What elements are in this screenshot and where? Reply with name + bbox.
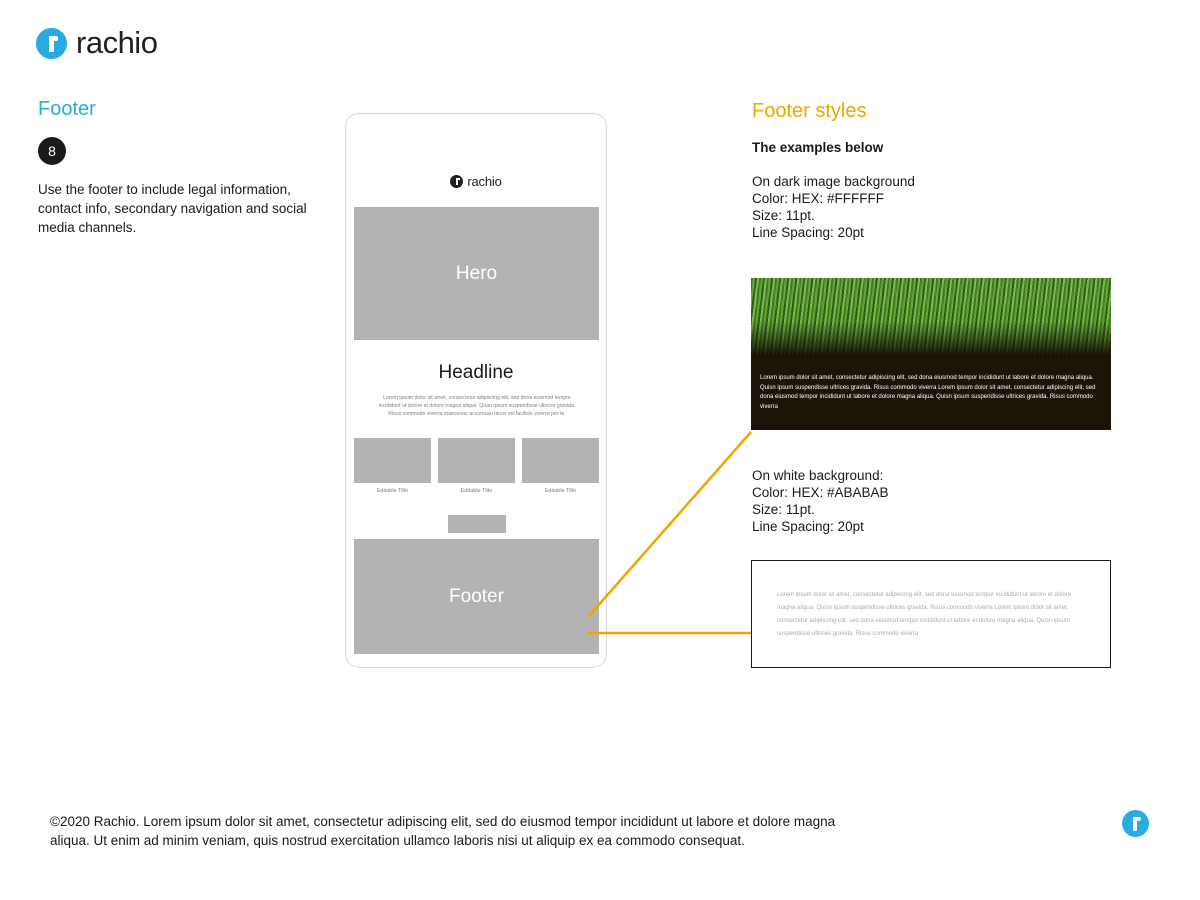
footer-placeholder [354, 539, 599, 654]
hero-label: Hero [455, 262, 498, 284]
white-spec-color: Color: HEX: #ABABAB [752, 485, 889, 500]
dark-spec-block [752, 173, 1172, 241]
dark-spec-size: Size: 11pt. [752, 208, 815, 223]
phone-wireframe [345, 113, 607, 668]
dark-example-text: Lorem ipsum dolor sit amet, consectetur adipiscing elit, sed dona eiusmod tempor incididunt ut labore et dolore magna aliqua. Quisn ipsum suspendisse ultrices gravida. Risus commodo viverra Lorem ipsum dolor sit amet, consectetur adipiscing elit, sed dona eiusmod tempor incididunt ut labore et dolore magna aliqua. Quisn ipsum suspendisse ultrices gravida. Risus commodo viverra [760, 375, 1096, 410]
white-spec-line-spacing: Line Spacing: 20pt [752, 519, 864, 534]
page-footer-text: ©2020 Rachio. Lorem ipsum dolor sit amet, consectetur adipiscing elit, sed do eiusmod tempor incididunt ut labore et dolore magna aliqua. Ut enim ad minim veniam, quis nostrud exercitation ullamco laboris nisi ut aliquip ex ea commodo consequat. [50, 814, 836, 848]
body-copy: Lorem ipsum dolor sit amet, consectetur adipiscing elit, sed dona eiusmod tempor incididunt ut dolore et dolore magna aliqua. Quan ipsum suspendisse ultrices gravida. Risus commodo viverra maecenas accumsan lacus vel facilisis viverra per te. [378, 395, 576, 417]
white-spec-size: Size: 11pt. [752, 502, 815, 517]
card-placeholder [354, 438, 431, 483]
white-spec-context: On white background: [752, 468, 884, 483]
dark-spec-line-spacing: Line Spacing: 20pt [752, 225, 864, 240]
brand-logo [36, 25, 157, 61]
phone-logo-label: rachio [467, 174, 502, 189]
dark-spec-color: Color: HEX: #FFFFFF [752, 191, 885, 206]
headline-label: Headline [438, 362, 514, 383]
rachio-droplet-icon [36, 28, 67, 59]
dark-background-example [751, 278, 1111, 430]
card-caption: Editable Title [544, 488, 577, 494]
step-number-badge: 8 [38, 137, 66, 165]
white-spec-block [752, 467, 1172, 535]
card-placeholder [438, 438, 515, 483]
white-background-example [751, 560, 1111, 668]
page-title: Footer [38, 98, 96, 120]
examples-label: The examples below [752, 140, 884, 155]
button-placeholder [448, 515, 506, 533]
brand-name: rachio [76, 25, 158, 60]
right-column [752, 100, 1172, 241]
card-caption: Editable Title [376, 488, 409, 494]
white-example-text: Lorem ipsum dolor sit amet, consectetur adipiscing elit, sed dona eiusmod tempor incididunt ut labore et dolore magna aliqua. Quisn ipsum suspendisse ultrices gravida. Risus commodo viverra Lorem ipsum dolor sit amet, consectetur adipiscing elit, sed dona eiusmod tempor incididunt ut labore et dolore magna aliqua. Quisn ipsum suspendisse ultrices gravida. Risus commodo viverra [777, 592, 1072, 637]
section-description: Use the footer to include legal information, contact info, secondary navigation and social media channels. [38, 182, 307, 235]
footer-label: Footer [449, 585, 504, 607]
left-column [38, 98, 308, 237]
grass-photo [751, 278, 1111, 356]
dark-spec-context: On dark image background [752, 174, 915, 189]
card-caption: Editable Title [460, 488, 493, 494]
rachio-droplet-icon [450, 175, 463, 188]
hero-placeholder [354, 207, 599, 340]
rachio-droplet-icon [1122, 810, 1149, 837]
phone-logo [346, 174, 606, 189]
footer-styles-title: Footer styles [752, 100, 867, 122]
card-placeholder [522, 438, 599, 483]
